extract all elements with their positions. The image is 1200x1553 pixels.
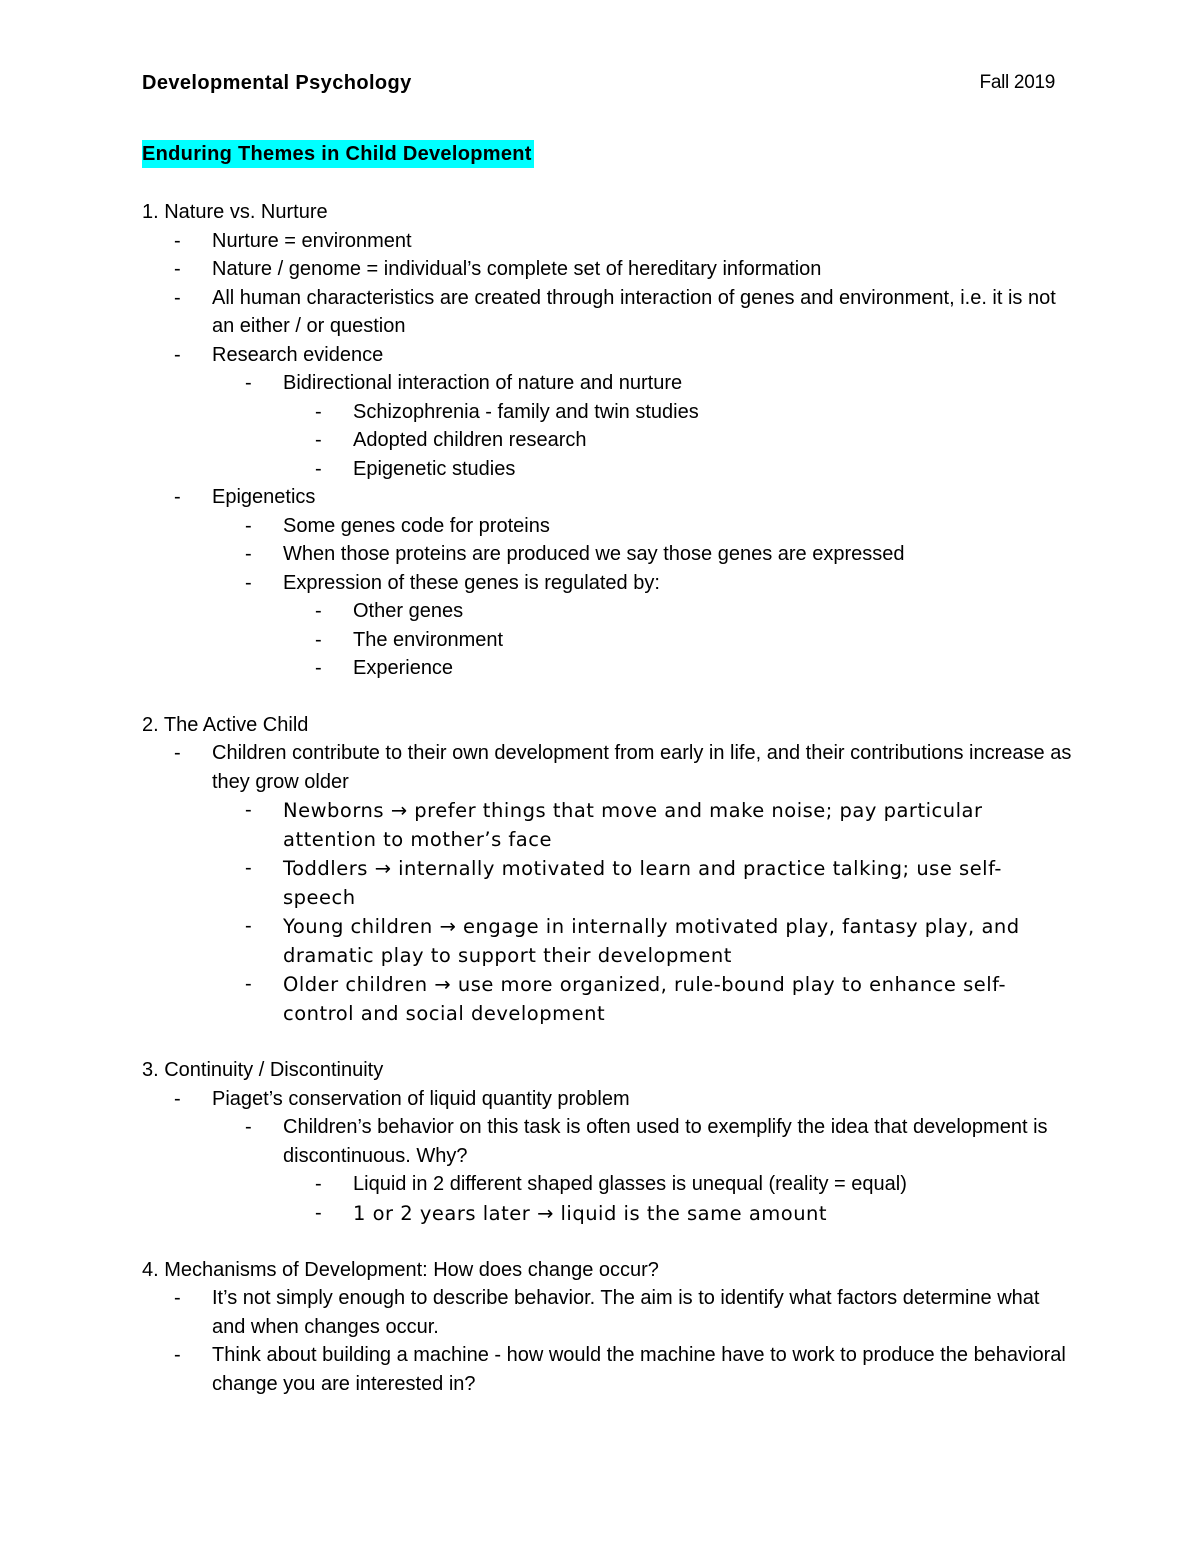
list-item [142, 341, 1072, 370]
bullet-dash: - [174, 1287, 181, 1309]
bullet-dash: - [315, 457, 322, 480]
bullet-dash: - [245, 915, 252, 937]
bullet-dash: - [174, 343, 181, 366]
section-heading: 4. Mechanisms of Development: How does change occur? [142, 1258, 659, 1281]
list-item [142, 912, 1072, 970]
list-item-text: Schizophrenia - family and twin studies [353, 400, 699, 423]
list-item [142, 739, 1072, 796]
bullet-dash: - [174, 1344, 181, 1366]
list-item [142, 398, 1072, 427]
list-item [142, 854, 1072, 912]
list-item-text: Young children → engage in internally motivated play, fantasy play, and dramatic play to support their development [283, 915, 1020, 967]
section-heading: 2. The Active Child [142, 713, 309, 736]
list-item-text: All human characteristics are created through interaction of genes and environment, i.e. it is not an either / or question [212, 286, 1056, 337]
bullet-dash: - [245, 372, 252, 394]
bullet-dash: - [245, 514, 252, 537]
list-item-text: Think about building a machine - how would the machine have to work to produce the behavioral change you are interested in? [212, 1344, 1066, 1395]
list-item-text: Bidirectional interaction of nature and nurture [283, 372, 683, 394]
list-item-text: Piaget’s conservation of liquid quantity problem [212, 1087, 630, 1110]
bullet-dash: - [245, 543, 252, 565]
list-item-text: Adopted children research [353, 429, 587, 451]
section [142, 1056, 1072, 1228]
bullet-dash: - [245, 1116, 252, 1138]
list-item-text: Toddlers → internally motivated to learn and practice talking; use self-speech [283, 857, 1002, 909]
document-title: Enduring Themes in Child Development [142, 140, 534, 168]
section-heading: 3. Continuity / Discontinuity [142, 1059, 384, 1081]
list-item [142, 1341, 1072, 1398]
list-item-text: When those proteins are produced we say those genes are expressed [283, 543, 905, 565]
list-item [142, 1113, 1072, 1170]
section-heading: 1. Nature vs. Nurture [142, 201, 328, 223]
list-item-text: Experience [353, 657, 454, 679]
bullet-list [142, 1284, 1072, 1398]
bullet-dash: - [174, 258, 181, 280]
bullet-list [142, 1085, 1072, 1228]
list-item [142, 512, 1072, 541]
list-item [142, 626, 1072, 655]
list-item [142, 483, 1072, 512]
bullet-dash: - [315, 628, 322, 651]
bullet-dash: - [245, 799, 252, 821]
list-item [142, 796, 1072, 854]
list-item-text: It’s not simply enough to describe behavior. The aim is to identify what factors determine what and when changes occur. [212, 1287, 1040, 1338]
list-item-text: Other genes [353, 600, 464, 622]
notes-body [142, 198, 1072, 1426]
bullet-dash: - [174, 742, 181, 764]
list-item [142, 255, 1072, 284]
section [142, 1256, 1072, 1399]
list-item-text: Newborns → prefer things that move and make noise; pay particular attention to mother’s face [283, 799, 983, 851]
section [142, 711, 1072, 1029]
list-item [142, 597, 1072, 626]
list-item [142, 426, 1072, 455]
bullet-dash: - [315, 657, 322, 679]
bullet-dash: - [245, 571, 252, 594]
list-item-text: Some genes code for proteins [283, 514, 550, 537]
list-item-text: 1 or 2 years later → liquid is the same amount [353, 1201, 828, 1225]
section [142, 198, 1072, 683]
list-item [142, 569, 1072, 598]
list-item [142, 1170, 1072, 1199]
list-item-text: Nurture = environment [212, 229, 412, 252]
bullet-dash: - [315, 600, 322, 622]
bullet-dash: - [174, 1087, 181, 1110]
list-item [142, 654, 1072, 683]
list-item-text: The environment [353, 628, 504, 651]
list-item [142, 284, 1072, 341]
bullet-dash: - [245, 857, 252, 879]
bullet-list [142, 227, 1072, 683]
list-item [142, 1199, 1072, 1228]
bullet-dash: - [315, 1201, 322, 1224]
list-item-text: Expression of these genes is regulated by: [283, 571, 660, 594]
list-item [142, 1284, 1072, 1341]
bullet-list [142, 739, 1072, 1028]
list-item [142, 369, 1072, 398]
bullet-dash: - [174, 486, 181, 508]
list-item-text: Research evidence [212, 343, 384, 366]
course-title: Developmental Psychology [142, 72, 412, 94]
bullet-dash: - [315, 429, 322, 451]
bullet-dash: - [315, 1173, 322, 1195]
list-item-text: Children contribute to their own development from early in life, and their contributions increase as they grow older [212, 742, 1072, 793]
list-item-text: Liquid in 2 different shaped glasses is unequal (reality = equal) [353, 1173, 907, 1195]
bullet-dash: - [174, 229, 181, 252]
list-item-text: Epigenetic studies [353, 457, 516, 480]
term-label: Fall 2019 [979, 72, 1055, 93]
list-item [142, 970, 1072, 1028]
bullet-dash: - [174, 286, 181, 309]
list-item [142, 1085, 1072, 1114]
list-item [142, 540, 1072, 569]
list-item-text: Children’s behavior on this task is often used to exemplify the idea that development is discontinuous. Why? [283, 1116, 1048, 1167]
list-item [142, 455, 1072, 484]
bullet-dash: - [245, 973, 252, 995]
list-item-text: Nature / genome = individual’s complete set of hereditary information [212, 258, 822, 280]
list-item-text: Epigenetics [212, 486, 316, 508]
list-item [142, 227, 1072, 256]
bullet-dash: - [315, 400, 322, 423]
list-item-text: Older children → use more organized, rule-bound play to enhance self-control and social development [283, 973, 1007, 1025]
